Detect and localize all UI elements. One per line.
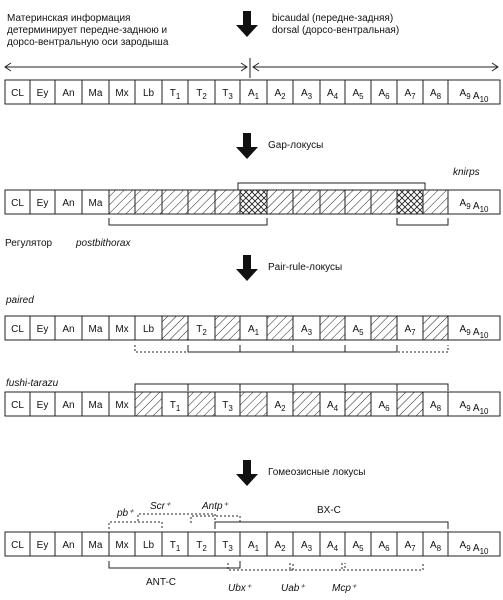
- segment-label: $A_5$: [352, 324, 364, 337]
- segment-row-3: [5, 316, 500, 340]
- segment-label: $A_4$: [326, 540, 339, 553]
- label-antc: ANT-C: [146, 577, 176, 588]
- segment-label: $A_9$ $A_{10}$: [459, 540, 489, 556]
- segment-cell: [320, 190, 345, 214]
- segment-cell: [240, 190, 267, 214]
- label-postbithorax-prefix: Регулятор: [5, 238, 53, 249]
- segment-label: $A_9$ $A_{10}$: [459, 198, 489, 214]
- segment-label: An: [62, 540, 75, 551]
- segment-cell: [135, 392, 162, 416]
- bracket-paired: [135, 345, 188, 352]
- step-gap-label: Gap-локусы: [268, 140, 324, 151]
- segment-label: $T_3$: [222, 88, 233, 101]
- axis-arrows: [5, 58, 498, 78]
- segment-row-4: [5, 392, 500, 416]
- segment-cell: [240, 392, 267, 416]
- bracket-fushi-tarazu: [345, 384, 397, 391]
- segment-cell: [320, 316, 345, 340]
- segment-cell: [215, 190, 240, 214]
- segment-label: Mx: [115, 400, 129, 411]
- segment-cell: [267, 316, 293, 340]
- segment-label: $T_1$: [169, 400, 181, 413]
- segment-label: An: [62, 88, 75, 99]
- bracket-paired: [397, 345, 448, 352]
- segment-label: Mx: [115, 88, 129, 99]
- bracket-knirps-posterior: [397, 218, 448, 225]
- segment-label: Ma: [88, 198, 103, 209]
- label-pb: pb⁺: [117, 508, 134, 519]
- segment-label: $T_2$: [196, 540, 207, 553]
- bracket-knirps-region: [238, 183, 425, 190]
- label-ubx: Ubx⁺: [228, 583, 252, 594]
- segment-cell: [293, 190, 320, 214]
- segment-label: $A_6$: [378, 400, 390, 413]
- segment-label: $A_9$ $A_{10}$: [459, 88, 489, 104]
- segment-label: $T_1$: [169, 540, 181, 553]
- bracket-fushi-tarazu: [135, 384, 188, 391]
- bracket-antc: [109, 561, 240, 568]
- bracket-scr: [138, 514, 215, 521]
- bracket-postbithorax: [109, 218, 267, 225]
- segment-label: $A_9$ $A_{10}$: [459, 324, 489, 340]
- segment-label: An: [62, 324, 75, 335]
- bracket-pb: [109, 522, 162, 529]
- label-antp: Antp⁺: [202, 501, 228, 512]
- segment-cell: [371, 316, 397, 340]
- arrow-down-icon: [236, 11, 258, 37]
- arrow-down-icon: [236, 460, 258, 486]
- segment-label: $A_2$: [274, 88, 286, 101]
- segment-label: $T_2$: [196, 88, 207, 101]
- segment-label: Lb: [142, 324, 155, 335]
- segment-label: $A_7$: [404, 540, 416, 553]
- bracket-fushi-tarazu: [293, 384, 345, 391]
- segment-cell: [293, 392, 320, 416]
- segment-label: Ma: [88, 88, 103, 99]
- segment-label: $A_2$: [274, 540, 286, 553]
- segment-label: $A_8$: [429, 88, 442, 101]
- segment-label: $T_3$: [222, 540, 233, 553]
- segment-label: Ey: [36, 540, 49, 551]
- label-knirps: knirps: [453, 167, 480, 178]
- segment-label: $A_1$: [247, 540, 260, 553]
- segment-cell: [397, 190, 423, 214]
- segment-cell: [423, 316, 448, 340]
- segment-cell: [397, 392, 423, 416]
- segment-cell: [162, 316, 188, 340]
- label-uab: Uab⁺: [281, 583, 305, 594]
- segment-label: $A_6$: [378, 88, 390, 101]
- segment-label: An: [62, 198, 75, 209]
- segment-label: Ey: [36, 400, 49, 411]
- segment-label: Mx: [115, 540, 129, 551]
- segment-label: CL: [11, 198, 24, 209]
- segment-label: Lb: [142, 540, 155, 551]
- segment-cell: [162, 190, 188, 214]
- gene-dorsal: dorsal (дорсо-вентральная): [272, 25, 400, 36]
- maternal-info-line-3: дорсо-вентральную оси зародыша: [7, 37, 169, 48]
- segment-label: $A_5$: [352, 88, 364, 101]
- segment-label: $A_2$: [274, 400, 286, 413]
- step-pair-rule-label: Pair-rule-локусы: [268, 262, 343, 273]
- segment-label: $A_4$: [326, 400, 339, 413]
- segment-label: An: [62, 400, 75, 411]
- segment-label: $T_2$: [196, 324, 207, 337]
- segment-label: $A_6$: [378, 540, 390, 553]
- bracket-ubx: [228, 563, 293, 570]
- segment-row-1: [5, 80, 500, 104]
- segment-cell: [267, 190, 293, 214]
- segment-label: $A_9$ $A_{10}$: [459, 400, 489, 416]
- segment-label: $A_7$: [404, 324, 416, 337]
- segment-row-2: [5, 190, 500, 214]
- segment-cell: [371, 190, 397, 214]
- segment-label: $A_1$: [247, 88, 260, 101]
- bracket-paired: [345, 345, 397, 352]
- arrow-down-icon: [236, 255, 258, 281]
- step-homeotic-label: Гомеозисные локусы: [268, 467, 366, 478]
- segment-label: $A_7$: [404, 88, 416, 101]
- label-fushi-tarazu: fushi-tarazu: [6, 378, 59, 389]
- segment-label: Lb: [142, 88, 155, 99]
- segment-label: $T_1$: [169, 88, 181, 101]
- maternal-info-line-2: детерминирует передне-заднюю и: [7, 25, 168, 36]
- bracket-fushi-tarazu: [188, 384, 240, 391]
- bracket-paired: [240, 345, 293, 352]
- segment-cell: [135, 190, 162, 214]
- segment-label: CL: [11, 540, 24, 551]
- segment-label: CL: [11, 400, 24, 411]
- segment-cell: [423, 190, 448, 214]
- label-bxc: BX-C: [317, 505, 341, 516]
- bracket-uab: [290, 563, 345, 570]
- segment-label: $A_4$: [326, 88, 339, 101]
- segment-label: Mx: [115, 324, 129, 335]
- segment-label: $A_5$: [352, 540, 364, 553]
- bracket-paired: [293, 345, 345, 352]
- bracket-fushi-tarazu: [397, 384, 448, 391]
- segment-cell: [188, 190, 215, 214]
- segment-label: $A_8$: [429, 400, 442, 413]
- label-scr: Scr⁺: [150, 501, 171, 512]
- segment-label: $A_3$: [300, 324, 313, 337]
- bracket-mcp: [342, 563, 423, 570]
- arrow-down-icon: [236, 133, 258, 159]
- label-postbithorax: postbithorax: [76, 238, 131, 249]
- bracket-fushi-tarazu: [240, 384, 293, 391]
- label-paired: paired: [6, 295, 34, 306]
- gene-bicaudal: bicaudal (передне-задняя): [272, 13, 394, 24]
- segment-label: Ma: [88, 400, 103, 411]
- segment-label: Ey: [36, 88, 49, 99]
- segment-label: Ma: [88, 540, 103, 551]
- segment-label: CL: [11, 88, 24, 99]
- segment-label: CL: [11, 324, 24, 335]
- segment-label: $A_8$: [429, 540, 442, 553]
- segment-cell: [345, 190, 371, 214]
- bracket-paired: [188, 345, 240, 352]
- segment-cell: [345, 392, 371, 416]
- segment-label: $A_1$: [247, 324, 260, 337]
- segment-cell: [109, 190, 135, 214]
- maternal-info-line-1: Материнская информация: [7, 13, 131, 24]
- segment-label: $T_3$: [222, 400, 233, 413]
- segment-cell: [188, 392, 215, 416]
- segment-row-5: [5, 532, 500, 556]
- segment-label: $A_3$: [300, 540, 313, 553]
- segment-label: Ma: [88, 324, 103, 335]
- segment-label: Ey: [36, 198, 49, 209]
- bracket-bxc: [215, 522, 448, 529]
- label-mcp: Mcp⁺: [332, 583, 357, 594]
- segment-label: Ey: [36, 324, 49, 335]
- segment-cell: [215, 316, 240, 340]
- segment-label: $A_3$: [300, 88, 313, 101]
